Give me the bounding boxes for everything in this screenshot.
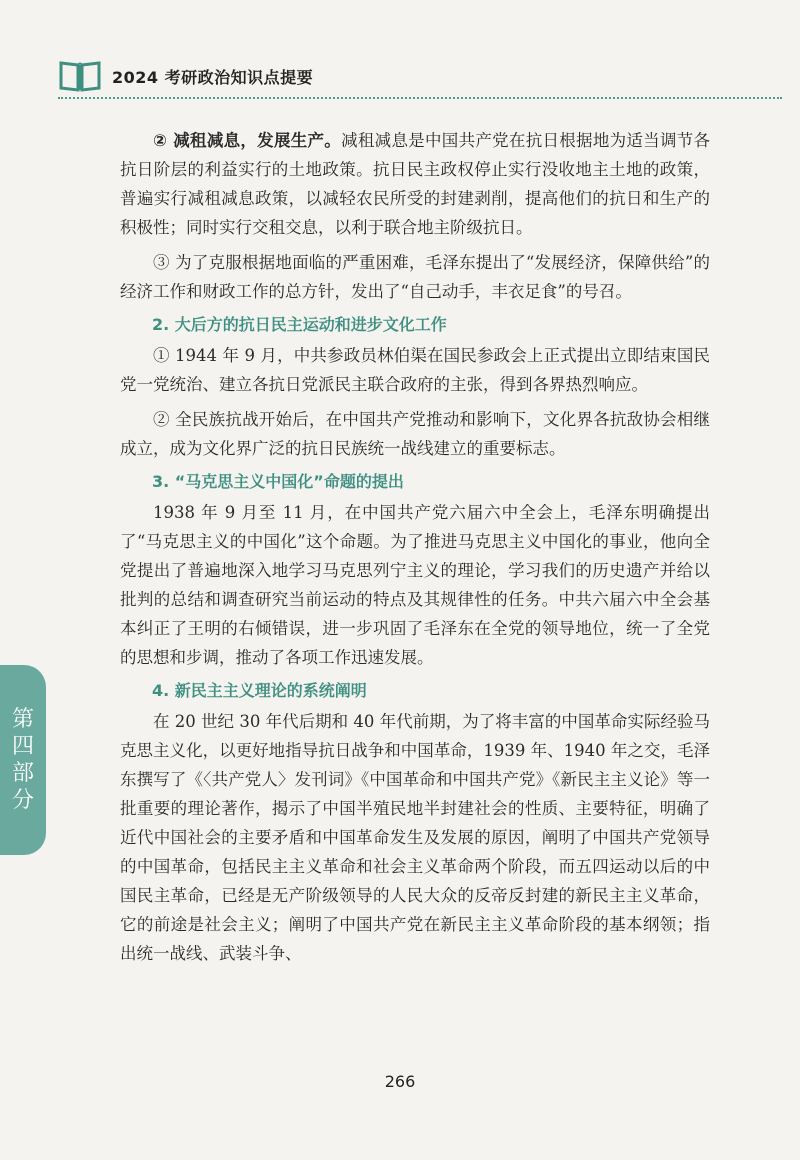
header-title: 2024 考研政治知识点提要 [112,67,314,87]
header-divider [58,97,782,99]
body-content [120,126,710,968]
section-heading: 3. “马克思主义中国化”命题的提出 [152,472,404,491]
side-tab-char: 四 [11,734,34,759]
paragraph: 在 20 世纪 30 年代后期和 40 年代前期，为了将丰富的中国革命实际经验马克思主义化，以更好地指导抗日战争和中国革命，1939 年、1940 年之交，毛泽东撰写了《〈共产党人〉发刊词》《中国革命和中国共产党》《新民主主义论》等一批重要的理论著作，揭示了中国半殖民地半封建社会的性质、主要特征，明确了近代中国社会的主要矛盾和中国革命发生及发展的原因，阐明了中国共产党领导的中国革命，包括民主主义革命和社会主义革命两个阶段，而五四运动以后的中国民主革命，已经是无产阶级领导的人民大众的反帝反封建的新民主主义革命，它的前途是社会主义；阐明了中国共产党在新民主主义革命阶段的基本纲领；指出统一战线、武装斗争、 [120,712,710,963]
side-tab-char: 第 [11,707,34,732]
paragraph: ① 1944 年 9 月，中共参政员林伯渠在国民参政会上正式提出立即结束国民党一党统治、建立各抗日党派民主联合政府的主张，得到各界热烈响应。 [120,346,710,394]
section-heading: 2. 大后方的抗日民主运动和进步文化工作 [152,315,447,334]
paragraph: 1938 年 9 月至 11 月，在中国共产党六届六中全会上，毛泽东明确提出了“马克思主义的中国化”这个命题。为了推进马克思主义中国化的事业，他向全党提出了普遍地深入地学习马克思列宁主义的理论，学习我们的历史遗产并给以批判的总结和调查研究当前运动的特点及其规律性的任务。中共六届六中全会基本纠正了王明的右倾错误，进一步巩固了毛泽东在全党的领导地位，统一了全党的思想和步调，推动了各项工作迅速发展。 [120,503,710,667]
page-header [58,58,313,94]
section-side-tab [0,665,46,855]
side-tab-char: 部 [11,761,34,786]
side-tab-char: 分 [11,788,34,813]
book-icon [58,59,102,93]
paragraph-text: 减租减息是中国共产党在抗日根据地为适当调节各抗日阶层的利益实行的土地政策。抗日民主政权停止实行没收地主土地的政策，普遍实行减租减息政策，以减轻农民所受的封建剥削，提高他们的抗日和生产的积极性；同时实行交租交息，以利于联合地主阶级抗日。 [120,131,710,237]
paragraph: ② 全民族抗战开始后，在中国共产党推动和影响下，文化界各抗敌协会相继成立，成为文化界广泛的抗日民族统一战线建立的重要标志。 [120,410,710,458]
paragraph-lead: ② 减租减息，发展生产。 [153,131,342,150]
section-heading: 4. 新民主主义理论的系统阐明 [152,681,367,700]
paragraph: ③ 为了克服根据地面临的严重困难，毛泽东提出了“发展经济，保障供给”的经济工作和财政工作的总方针，发出了“自己动手，丰衣足食”的号召。 [120,253,710,301]
page-number: 266 [384,1072,416,1091]
paragraph [120,126,710,242]
